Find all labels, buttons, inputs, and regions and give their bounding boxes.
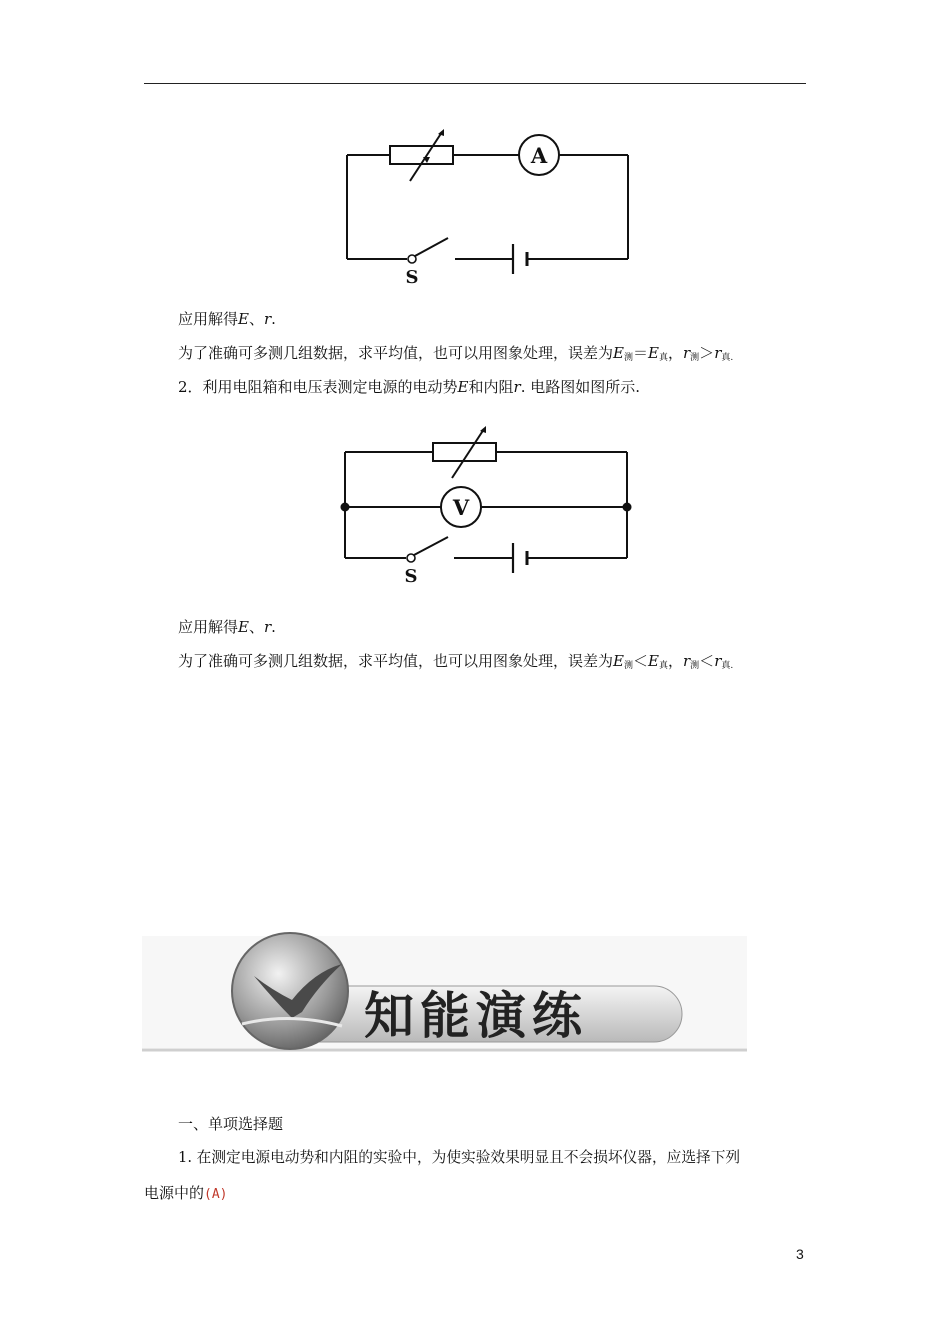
header-rule [144,83,806,84]
section-heading: 一、单项选择题 [178,1115,284,1133]
meter-label: A [530,143,548,168]
junction-dot-right [623,503,632,512]
circuit-diagram-1 [330,128,640,293]
para2-solve: 应用解得E、r. [178,618,276,636]
junction-dot-left [341,503,350,512]
switch-blade [415,238,448,256]
switch-blade [414,537,448,555]
banner-title: 知能演练 [364,987,588,1045]
para2-error: 为了准确可多测几组数据，求平均值，也可以用图象处理，误差为$E_测<E_真$，$r_测<r_{真.}$ [178,652,734,671]
switch-pivot [408,255,416,263]
banner-emblem [232,933,348,1049]
switch-label: S [404,566,418,587]
question1-line1: 1. 在测定电源电动势和内阻的实验中，为使实验效果明显且不会损坏仪器，应选择下列 [178,1149,741,1166]
page-number: 3 [796,1246,804,1262]
switch-pivot [407,554,415,562]
answer-mark: (A) [204,1187,228,1202]
rheostat-symbol [390,146,453,164]
item2-text: 2．利用电阻箱和电压表测定电源的电动势E和内阻r. 电路图如图所示. [178,378,640,396]
para1-error: 为了准确可多测几组数据，求平均值，也可以用图象处理，误差为$E_测=E_真$，$r_测>r_{真.}$ [178,344,734,363]
circuit-diagram-2 [330,425,640,590]
question1-line2: 电源中的(A) [144,1184,228,1202]
section-banner [142,928,752,1058]
meter-label: V [452,495,470,520]
para1-solve: 应用解得E、r. [178,310,276,328]
switch-label: S [405,267,419,288]
